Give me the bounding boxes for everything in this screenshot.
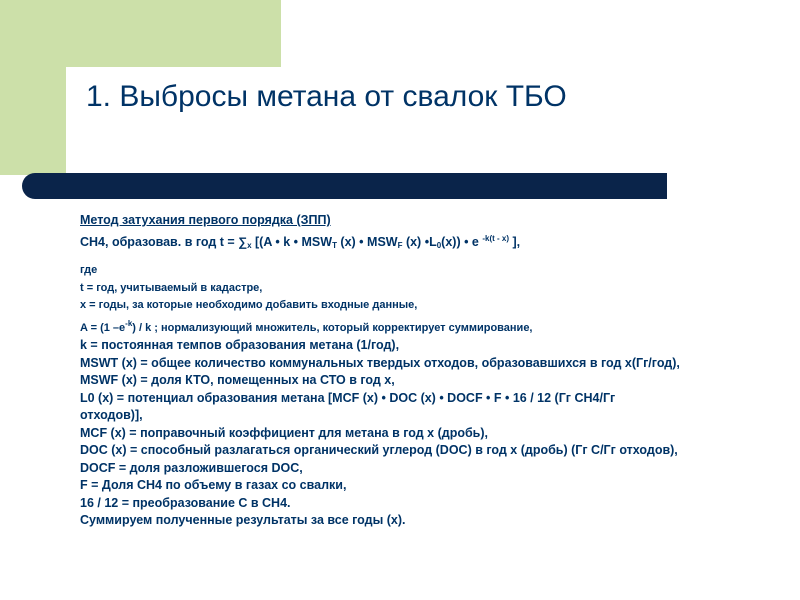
definition-x: x = годы, за которые необходимо добавить входные данные, — [80, 299, 418, 311]
slide-title: 1. Выбросы метана от свалок ТБО — [86, 80, 567, 113]
definition-l0: L0 (x) = потенциал образования метана [MCF (x) • DOC (x) • DOCF • F • 16 / 12 (Гг CH4/Гг — [80, 390, 616, 405]
definition-ratio: 16 / 12 = преобразование C в CH4. — [80, 495, 291, 510]
divider-bar — [22, 173, 667, 199]
definition-t: t = год, учитываемый в кадастре, — [80, 281, 263, 294]
method-heading: Метод затухания первого порядка (ЗПП) — [80, 213, 331, 227]
summary-text: Суммируем полученные результаты за все годы (x). — [80, 513, 406, 527]
definition-mcf: MCF (x) = поправочный коэффициент для метана в год x (дробь), — [80, 425, 489, 440]
where-label: где — [80, 264, 98, 276]
definition-docf: DOCF = доля разложившегося DOC, — [80, 460, 303, 475]
definition-mswt: MSWT (x) = общее количество коммунальных твердых отходов, образовавшихся в год x(Гг/год), — [80, 355, 680, 370]
slide-body — [80, 212, 720, 530]
definition-mswf: MSWF (x) = доля КТО, помещенных на СТО в год x, — [80, 373, 395, 387]
definition-doc: DOC (x) = способный разлагаться органический углерод (DOC) в год x (дробь) (Гг C/Гг отходов), — [80, 443, 678, 457]
formula-line: CH4, образовав. в год $t = \sum_x$ [(A • k • $MSW_T$ (x) • $MSW_F$ (x) $•L_0(x)$) • e $^{-k(t - x)}$ ], — [80, 233, 521, 250]
definition-f: F = Доля CH4 по объему в газах со свалки, — [80, 478, 347, 492]
definition-a: A = (1 $-e^{-k}$) / k ; нормализующий множитель, который корректирует суммирование, — [80, 318, 533, 334]
definition-l0-cont: отходов)], — [80, 408, 143, 422]
definition-k: k = постоянная темпов образования метана (1/год), — [80, 338, 400, 352]
